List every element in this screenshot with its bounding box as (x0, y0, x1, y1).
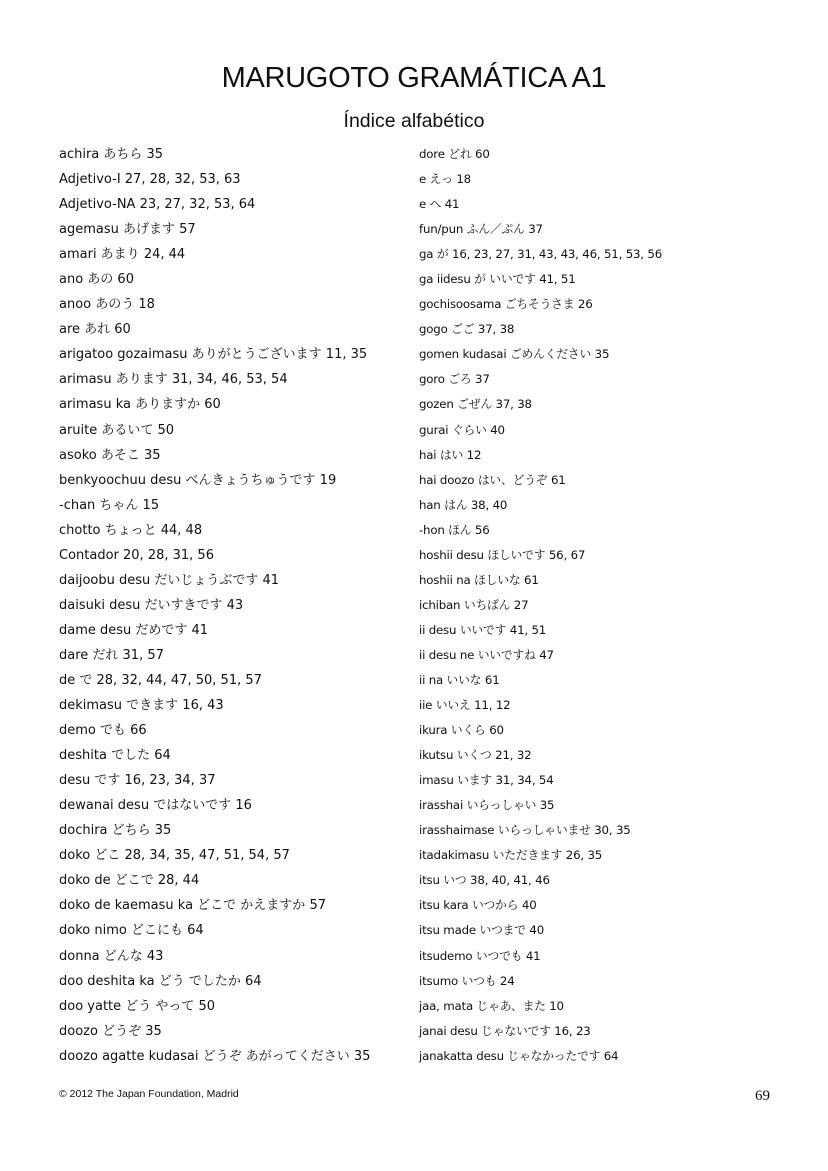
index-entry: ii na いいな 61 (419, 672, 500, 687)
index-entry: gomen kudasai ごめんください 35 (419, 347, 610, 362)
index-entry: daisuki desu だいすきです 43 (59, 597, 244, 613)
index-entry: dewanai desu ではないです 16 (59, 798, 252, 814)
page-title: MARUGOTO GRAMÁTICA A1 (221, 62, 607, 94)
index-entry: anoo あのう 18 (59, 297, 155, 313)
index-entry: gochisoosama ごちそうさま 26 (419, 297, 593, 312)
index-entry: jaa, mata じゃあ、また 10 (419, 998, 564, 1013)
index-entry: dare だれ 31, 57 (59, 647, 164, 663)
index-entry: janakatta desu じゃなかったです 64 (419, 1048, 619, 1063)
copyright-notice: © 2012 The Japan Foundation, Madrid (59, 1088, 239, 1100)
index-entry: desu です 16, 23, 34, 37 (59, 773, 216, 789)
index-entry: hai はい 12 (419, 447, 482, 462)
page-subtitle: Índice alfabético (343, 110, 485, 132)
index-entry: ga が 16, 23, 27, 31, 43, 43, 46, 51, 53, 56 (419, 247, 663, 262)
index-entry: itsu いつ 38, 40, 41, 46 (419, 873, 550, 888)
index-entry: hai doozo はい、どうぞ 61 (419, 472, 566, 487)
index-entry: dore どれ 60 (419, 147, 490, 161)
index-entry: itsudemo いつでも 41 (419, 948, 541, 963)
index-entry: irasshai いらっしゃい 35 (419, 798, 555, 813)
index-entry: asoko あそこ 35 (59, 447, 161, 463)
index-entry: dekimasu できます 16, 43 (59, 698, 224, 714)
index-entry: ikura いくら 60 (419, 723, 504, 738)
index-entry: daijoobu desu だいじょうぶです 41 (59, 572, 280, 588)
index-entry: itsu made いつまで 40 (419, 923, 545, 938)
index-entry: arimasu あります 31, 34, 46, 53, 54 (59, 372, 288, 388)
index-entry: benkyoochuu desu べんきょうちゅうです 19 (59, 472, 337, 488)
index-entry: iie いいえ 11, 12 (419, 698, 511, 713)
index-column-right (419, 142, 819, 1069)
index-entry: gurai ぐらい 40 (419, 422, 505, 437)
index-entry: e へ 41 (419, 197, 460, 212)
index-entry: ikutsu いくつ 21, 32 (419, 748, 532, 763)
index-entry: ii desu いいです 41, 51 (419, 622, 547, 637)
index-entry: -chan ちゃん 15 (59, 497, 160, 513)
index-entry: hoshii desu ほしいです 56, 67 (419, 547, 586, 562)
index-entry: demo でも 66 (59, 723, 147, 739)
index-entry: ii desu ne いいですね 47 (419, 647, 554, 662)
index-entry: Adjetivo-NA 23, 27, 32, 53, 64 (59, 197, 256, 213)
index-entry: Contador 20, 28, 31, 56 (59, 547, 214, 563)
index-entry: irasshaimase いらっしゃいませ 30, 35 (419, 823, 631, 838)
index-entry: dochira どちら 35 (59, 823, 172, 839)
index-entry: goro ごろ 37 (419, 372, 490, 387)
index-entry: itsumo いつも 24 (419, 973, 515, 988)
index-entry: doko de kaemasu ka どこで かえますか 57 (59, 898, 326, 914)
index-entry: gozen ごぜん 37, 38 (419, 397, 532, 412)
index-entry: achira あちら 35 (59, 147, 164, 162)
index-entry: ichiban いちばん 27 (419, 597, 529, 612)
index-entry: doo deshita ka どう でしたか 64 (59, 973, 262, 989)
index-entry: imasu います 31, 34, 54 (419, 773, 554, 788)
index-entry: janai desu じゃないです 16, 23 (419, 1023, 591, 1038)
index-entry: arigatoo gozaimasu ありがとうございます 11, 35 (59, 347, 368, 363)
index-entry: doko de どこで 28, 44 (59, 873, 200, 889)
index-entry: agemasu あげます 57 (59, 222, 196, 238)
page-number: 69 (755, 1088, 770, 1104)
index-entry: ga iidesu が いいです 41, 51 (419, 272, 576, 287)
index-entry: de で 28, 32, 44, 47, 50, 51, 57 (59, 672, 262, 688)
index-entry: gogo ごご 37, 38 (419, 322, 515, 337)
index-entry: doo yatte どう やって 50 (59, 998, 216, 1014)
index-entry: Adjetivo-I 27, 28, 32, 53, 63 (59, 172, 241, 188)
index-entry: dame desu だめです 41 (59, 622, 209, 638)
index-entry: -hon ほん 56 (419, 522, 490, 537)
index-entry: amari あまり 24, 44 (59, 247, 186, 263)
index-entry: doko どこ 28, 34, 35, 47, 51, 54, 57 (59, 848, 290, 864)
index-entry: arimasu ka ありますか 60 (59, 397, 221, 413)
index-entry: doozo agatte kudasai どうぞ あがってください 35 (59, 1048, 371, 1064)
index-entry: are あれ 60 (59, 322, 131, 338)
index-entry: fun/pun ふん／ぷん 37 (419, 222, 543, 237)
index-entry: doko nimo どこにも 64 (59, 923, 204, 939)
index-entry: hoshii na ほしいな 61 (419, 572, 539, 587)
index-entry: e えっ 18 (419, 172, 471, 187)
index-entry: doozo どうぞ 35 (59, 1023, 162, 1039)
index-entry: deshita でした 64 (59, 748, 171, 764)
index-entry: chotto ちょっと 44, 48 (59, 522, 203, 538)
index-entry: donna どんな 43 (59, 948, 164, 964)
index-entry: han はん 38, 40 (419, 497, 508, 512)
index-entry: itadakimasu いただきます 26, 35 (419, 848, 603, 863)
index-entry: ano あの 60 (59, 272, 134, 288)
index-entry: itsu kara いつから 40 (419, 898, 537, 913)
index-entry: aruite あるいて 50 (59, 422, 175, 438)
index-column-left (59, 142, 414, 1069)
